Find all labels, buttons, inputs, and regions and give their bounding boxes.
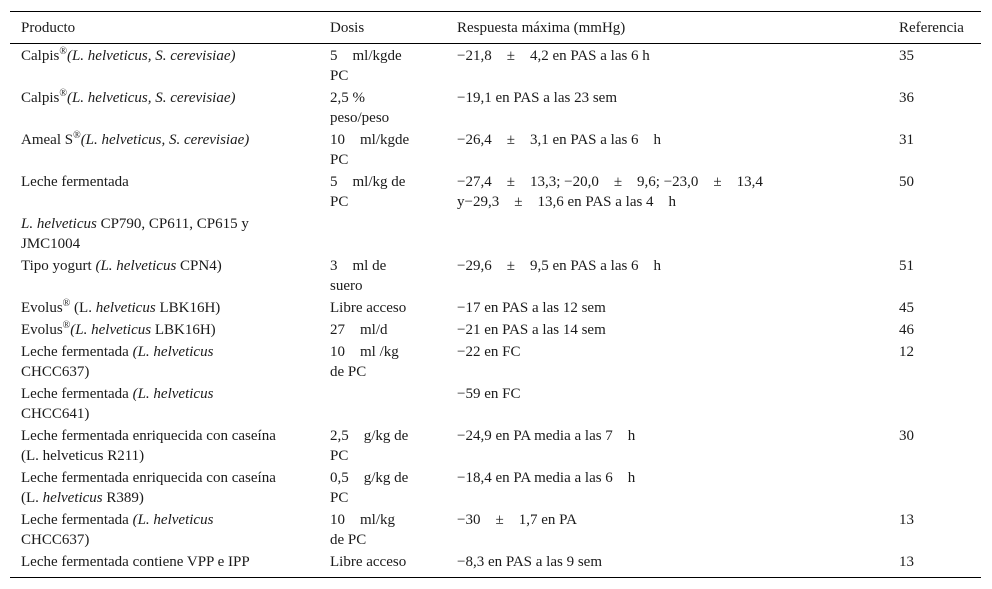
producto-strain: CPN4) xyxy=(176,258,222,274)
respuesta-line-1: −27,4 ± 13,3; −20,0 ± 9,6; −23,0 ± 13,4 xyxy=(457,174,763,190)
header-respuesta: Respuesta máxima (mmHg) xyxy=(457,20,626,36)
respuesta-cell: −30 ± 1,7 en PA xyxy=(457,512,577,528)
producto-line-2 xyxy=(21,488,144,508)
header-dosis: Dosis xyxy=(330,20,365,36)
referencia-cell: 12 xyxy=(899,344,914,360)
referencia-cell: 36 xyxy=(899,90,914,106)
producto-strain: R389) xyxy=(102,490,144,506)
dosis-line-1: 2,5 g/kg de xyxy=(330,428,409,444)
producto-line-1 xyxy=(21,384,213,404)
table-row xyxy=(10,44,981,86)
table-row xyxy=(10,254,981,296)
producto-species: helveticus xyxy=(42,490,103,506)
table-row xyxy=(10,508,981,550)
table-row xyxy=(10,170,981,212)
respuesta-cell: −24,9 en PA media a las 7 h xyxy=(457,428,636,444)
dosis-line-1: 10 ml/kgde xyxy=(330,132,410,148)
respuesta-line-2: y−29,3 ± 13,6 en PAS a las 4 h xyxy=(457,194,677,210)
registered-mark: ® xyxy=(73,130,81,141)
producto-line-2: JMC1004 xyxy=(21,236,81,252)
producto-species: (L. helveticus, S. cerevisiae) xyxy=(80,132,250,148)
producto-cell xyxy=(21,88,236,108)
respuesta-cell: −22 en FC xyxy=(457,344,521,360)
header-producto: Producto xyxy=(21,20,76,36)
producto-line-2: CHCC637) xyxy=(21,532,90,548)
producto-species: (L. helveticus, S. cerevisiae) xyxy=(66,90,236,106)
referencia-cell: 51 xyxy=(899,258,914,274)
producto-line-1: Leche fermentada enriquecida con caseína xyxy=(21,470,276,486)
producto-strain: LBK16H) xyxy=(151,322,216,338)
dosis-line-2: PC xyxy=(330,68,349,84)
producto-text: Tipo yogurt xyxy=(21,258,96,274)
referencia-cell: 13 xyxy=(899,554,914,570)
producto-line-2: CHCC637) xyxy=(21,364,90,380)
producto-text: Calpis xyxy=(21,90,60,106)
dosis-cell: Libre acceso xyxy=(330,300,407,316)
producto-species: (L. helveticus xyxy=(132,512,214,528)
table-row xyxy=(10,382,981,424)
producto-text: Calpis xyxy=(21,48,60,64)
table-row xyxy=(10,296,981,318)
producto-text: Evolus xyxy=(21,300,63,316)
producto-genus: (L. xyxy=(21,490,43,506)
table-row xyxy=(10,466,981,508)
producto-line-1 xyxy=(21,510,213,530)
dosis-line-2: PC xyxy=(330,152,349,168)
producto-cell xyxy=(21,130,249,150)
referencia-cell: 13 xyxy=(899,512,914,528)
referencia-cell: 31 xyxy=(899,132,914,148)
dosis-line-2: PC xyxy=(330,194,349,210)
dosis-line-1: 10 ml /kg xyxy=(330,344,399,360)
referencia-cell: 45 xyxy=(899,300,914,316)
respuesta-cell: −8,3 en PAS a las 9 sem xyxy=(457,554,602,570)
dosis-line-1: 5 ml/kg de xyxy=(330,174,406,190)
producto-text: Ameal S xyxy=(21,132,74,148)
respuesta-cell: −21 en PAS a las 14 sem xyxy=(457,322,606,338)
respuesta-cell: −26,4 ± 3,1 en PAS a las 6 h xyxy=(457,132,662,148)
producto-species: (L. helveticus xyxy=(132,344,214,360)
dosis-line-2: suero xyxy=(330,278,363,294)
data-table xyxy=(10,11,981,572)
producto-text: Leche fermentada xyxy=(21,386,133,402)
dosis-line-2: PC xyxy=(330,448,349,464)
dosis-cell: Libre acceso xyxy=(330,554,407,570)
respuesta-cell: −18,4 en PA media a las 6 h xyxy=(457,470,636,486)
producto-cell xyxy=(21,320,216,340)
dosis-line-1: 10 ml/kg xyxy=(330,512,396,528)
producto-line-1: Leche fermentada enriquecida con caseína xyxy=(21,428,276,444)
referencia-cell: 46 xyxy=(899,322,914,338)
dosis-cell: 27 ml/d xyxy=(330,322,388,338)
referencia-cell: 30 xyxy=(899,428,914,444)
registered-mark: ® xyxy=(62,320,71,331)
producto-line-1 xyxy=(21,342,213,362)
referencia-cell: 50 xyxy=(899,174,914,190)
table-row xyxy=(10,212,981,254)
table-row xyxy=(10,424,981,466)
producto-text: Leche fermentada xyxy=(21,512,133,528)
registered-mark: ® xyxy=(59,88,67,99)
respuesta-cell: −29,6 ± 9,5 en PAS a las 6 h xyxy=(457,258,662,274)
dosis-line-1: 3 ml de xyxy=(330,258,387,274)
producto-cell xyxy=(21,46,236,66)
table-row xyxy=(10,128,981,170)
table-row xyxy=(10,318,981,340)
respuesta-cell: −21,8 ± 4,2 en PAS a las 6 h xyxy=(457,48,650,64)
producto-species: (L. helveticus xyxy=(70,322,152,338)
table-header-row xyxy=(10,12,981,43)
producto-species: helveticus xyxy=(95,300,156,316)
producto-line-2: CHCC641) xyxy=(21,406,90,422)
dosis-line-2: de PC xyxy=(330,364,367,380)
dosis-line-2: PC xyxy=(330,490,349,506)
registered-mark: ® xyxy=(59,46,67,57)
referencia-cell: 35 xyxy=(899,48,914,64)
table-row xyxy=(10,86,981,128)
dosis-line-2: de PC xyxy=(330,532,367,548)
producto-line-1 xyxy=(21,214,249,234)
producto-species: (L. helveticus, S. cerevisiae) xyxy=(66,48,236,64)
respuesta-cell: −19,1 en PAS a las 23 sem xyxy=(457,90,617,106)
producto-genus: (L. xyxy=(70,300,96,316)
registered-mark: ® xyxy=(62,298,71,309)
producto-cell: Leche fermentada xyxy=(21,174,129,190)
table-row xyxy=(10,550,981,572)
table-bottom-rule xyxy=(10,577,981,578)
producto-text: CP790, CP611, CP615 y xyxy=(96,216,249,232)
producto-species: (L. helveticus xyxy=(95,258,177,274)
dosis-line-1: 0,5 g/kg de xyxy=(330,470,409,486)
respuesta-cell: −17 en PAS a las 12 sem xyxy=(457,300,606,316)
dosis-line-2: peso/peso xyxy=(330,110,390,126)
producto-strain: LBK16H) xyxy=(155,300,221,316)
producto-text: Evolus xyxy=(21,322,63,338)
producto-text: Leche fermentada xyxy=(21,344,133,360)
producto-line-2: (L. helveticus R211) xyxy=(21,448,145,464)
dosis-line-1: 2,5 % xyxy=(330,90,365,106)
table-row xyxy=(10,340,981,382)
producto-cell: Leche fermentada contiene VPP e IPP xyxy=(21,554,250,570)
producto-species: L. helveticus xyxy=(21,216,97,232)
respuesta-cell: −59 en FC xyxy=(457,386,521,402)
producto-cell xyxy=(21,298,220,318)
producto-cell xyxy=(21,256,222,276)
producto-species: (L. helveticus xyxy=(132,386,214,402)
dosis-line-1: 5 ml/kgde xyxy=(330,48,402,64)
header-referencia: Referencia xyxy=(899,20,964,36)
